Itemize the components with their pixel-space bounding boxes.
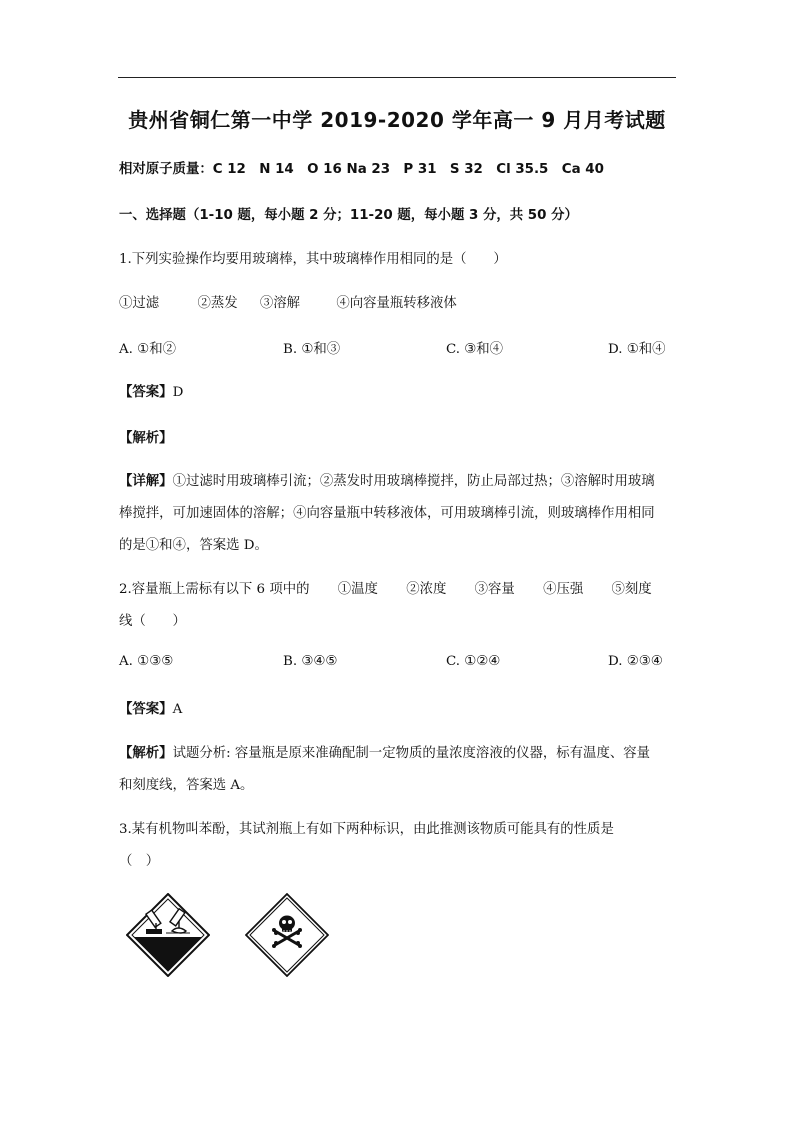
q2-item: ④压强 [543,582,584,597]
q1-item: ③溶解 [259,296,301,311]
q2-option-d: D. ②③④ [608,654,663,669]
q1-analysis-label: 【解析】 [119,431,173,446]
q2-item: ②浓度 [406,582,447,597]
q2-answer [119,698,182,717]
q2-option-b: B. ③④⑤ [283,654,338,669]
q2-analysis: 【解析】试题分析: 容量瓶是原来准确配制一定物质的量浓度溶液的仪器，标有温度、容量 [119,746,650,761]
q2-item: ③容量 [474,582,515,597]
q1-option-a: A. ①和② [119,342,176,357]
q1-item: ②蒸发 [197,296,238,311]
answer-value: D [172,385,184,400]
q1-option-d: D. ①和④ [608,342,666,357]
q2-stem-line2: 线（ ） [119,614,186,629]
q2-item: ①温度 [337,582,378,597]
q3-stem: 3.某有机物叫苯酚，其试剂瓶上有如下两种标识，由此推测该物质可能具有的性质是 [119,822,614,837]
q1-option-b: B. ①和③ [283,342,341,357]
page-title: 贵州省铜仁第一中学 2019-2020 学年高一 9 月月考试题 [128,108,666,132]
q3-paren: （ ） [119,854,160,869]
q1-answer [119,381,183,400]
atomic-mass-line: 相对原子质量：C 12 N 14 O 16 Na 23 P 31 S 32 Cl 35.5 Ca 40 [119,162,604,177]
q1-item: ①过滤 [119,296,160,311]
analysis-label: 【解析】 [119,746,173,761]
toxic-sign-icon [245,893,329,977]
q1-detail-line: 棒搅拌，可加速固体的溶解；④向容量瓶中转移液体，可用玻璃棒引流，则玻璃棒作用相同 [119,506,655,521]
q1-item: ④向容量瓶转移液体 [336,296,457,311]
answer-label: 【答案】 [119,702,173,717]
detail-label: 【详解】 [119,474,173,489]
q2-analysis-line: 和刻度线，答案选 A。 [119,778,254,793]
q2-item: ⑤刻度 [611,582,652,597]
header-rule [118,77,676,78]
q2-stem: 2.容量瓶上需标有以下 6 项中的 ①温度 ②浓度 ③容量 ④压强 ⑤刻度 [119,582,652,597]
corrosive-sign-icon [126,893,210,977]
q1-detail-line: 【详解】①过滤时用玻璃棒引流；②蒸发时用玻璃棒搅拌，防止局部过热；③溶解时用玻璃 [119,474,655,489]
answer-value: A [172,702,183,717]
section-heading: 一、选择题（1-10 题，每小题 2 分；11-20 题，每小题 3 分，共 50 分） [119,208,578,223]
q1-items [119,292,457,311]
q2-option-a: A. ①③⑤ [119,654,174,669]
answer-label: 【答案】 [119,385,173,400]
q1-stem: 1.下列实验操作均要用玻璃棒，其中玻璃棒作用相同的是（ ） [119,252,507,267]
q1-option-c: C. ③和④ [446,342,504,357]
q1-detail-line: 的是①和④，答案选 D。 [119,538,268,553]
q2-option-c: C. ①②④ [446,654,501,669]
